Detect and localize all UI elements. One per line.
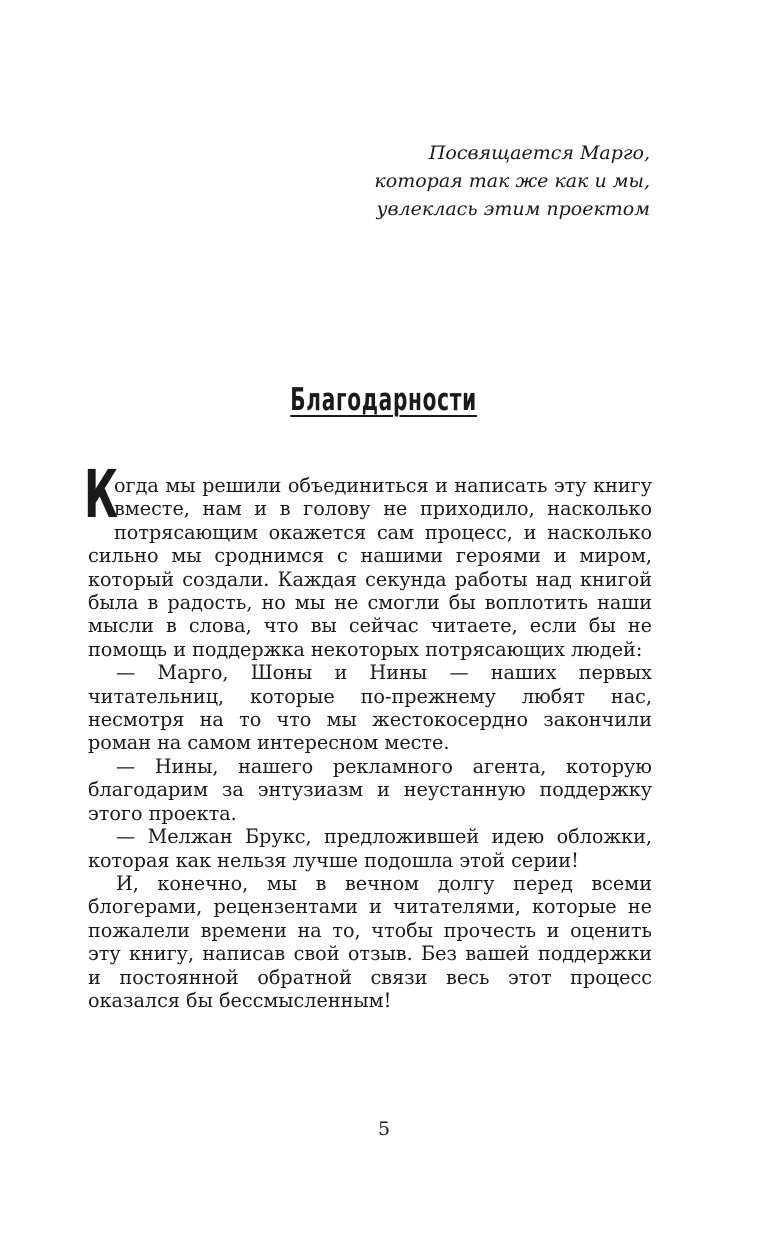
dedication-line-3: увлеклась этим проектом bbox=[376, 198, 650, 220]
page-number: 5 bbox=[377, 1118, 391, 1140]
paragraph-4: — Мелжан Брукс, предложившей идею обложки, которая как нельзя лучше подошла этой серии! bbox=[88, 825, 652, 872]
paragraph-3: — Нины, нашего рекламного агента, которую благодарим за энтузиазм и неустанную поддержку этого проекта. bbox=[88, 754, 652, 825]
paragraph-1-text: огда мы решили объединиться и написать эту книгу вместе, нам и в голову не приходило, насколько потрясающим окажется сам процесс, и насколько сильно мы сроднимся с нашими героями и миром, который создали. Каждая секунда работы над книгой была в радость, но мы не смогли бы воплотить наши мысли в слова, что вы сейчас читаете, если бы не помощь и поддержка некоторых потрясающих людей: bbox=[88, 474, 652, 661]
dedication-line-1: Посвящается Марго, bbox=[428, 142, 650, 164]
dedication-line-2: которая так же как и мы, bbox=[374, 170, 650, 192]
paragraph-2: — Марго, Шоны и Нины — наших первых читательниц, которые по-прежнему любят нас, несмотря на то что мы жестокосердно закончили роман на самом интересном месте. bbox=[88, 661, 652, 755]
chapter-heading: Благодарности bbox=[290, 382, 478, 418]
dedication bbox=[250, 139, 650, 223]
body-text bbox=[84, 456, 652, 1012]
paragraph-1 bbox=[84, 456, 652, 661]
paragraph-5: И, конечно, мы в вечном долгу перед всеми блогерами, рецензентами и читателями, которые не пожалели времени на то, чтобы прочесть и оценить эту книгу, написав свой отзыв. Без вашей поддержки и постоянной обратной связи весь этот процесс оказался бы бессмысленным! bbox=[88, 871, 652, 1012]
drop-cap: К bbox=[84, 456, 118, 533]
chapter-heading-wrapper bbox=[0, 382, 768, 418]
